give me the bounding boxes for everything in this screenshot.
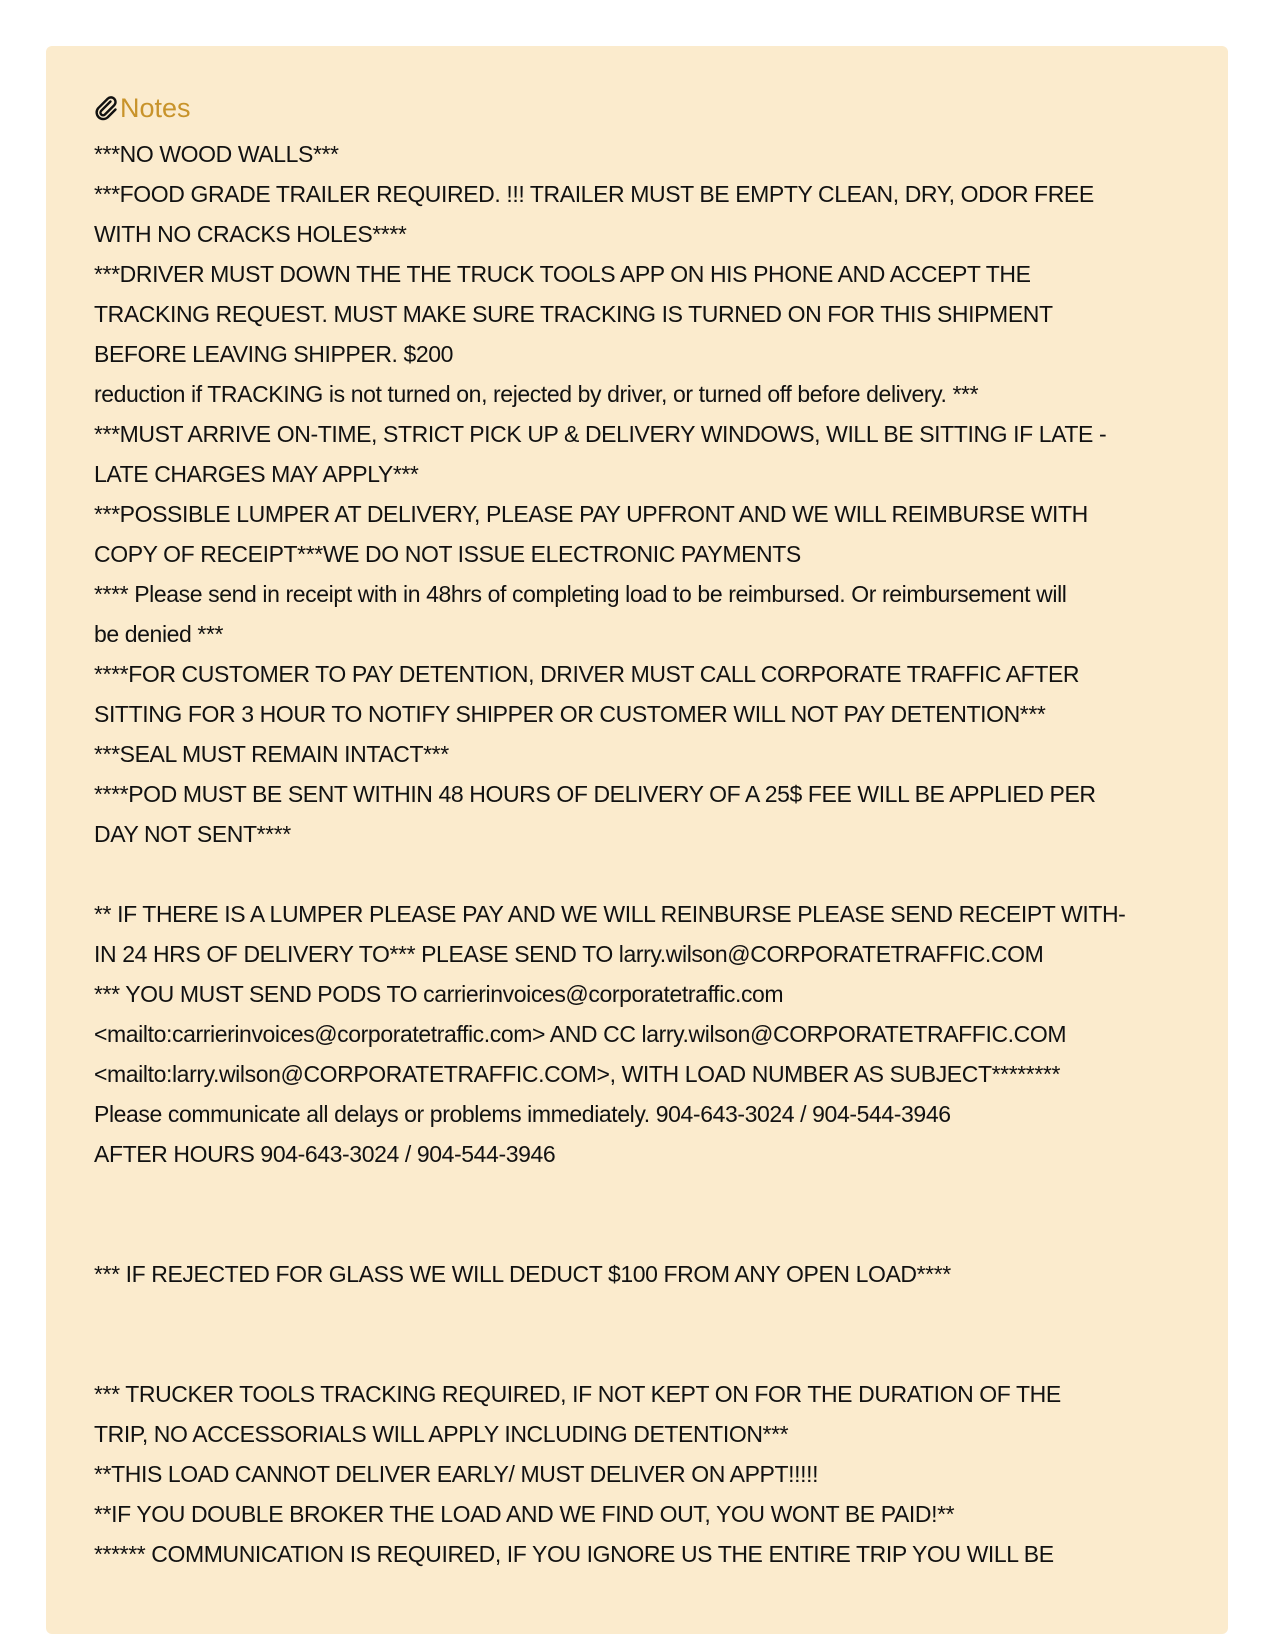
note-line: <mailto:larry.wilson@CORPORATETRAFFIC.COM>, WITH LOAD NUMBER AS SUBJECT******** <box>94 1061 1061 1087</box>
notes-card <box>46 46 1228 1634</box>
note-line <box>94 1294 1180 1334</box>
note-line: AFTER HOURS 904-643-3024 / 904-544-3946 <box>94 1141 556 1167</box>
note-line: *** IF REJECTED FOR GLASS WE WILL DEDUCT $100 FROM ANY OPEN LOAD**** <box>94 1261 951 1287</box>
note-line: IN 24 HRS OF DELIVERY TO*** PLEASE SEND TO larry.wilson@CORPORATETRAFFIC.COM <box>94 941 1044 967</box>
note-line: *** YOU MUST SEND PODS TO carrierinvoices@corporatetraffic.com <box>94 981 784 1007</box>
note-line <box>94 1174 1180 1214</box>
note-line: reduction if TRACKING is not turned on, rejected by driver, or turned off before delivery. *** <box>94 381 979 407</box>
notes-body <box>94 134 1180 1574</box>
note-line: BEFORE LEAVING SHIPPER. $200 <box>94 341 454 367</box>
note-line: DAY NOT SENT**** <box>94 821 291 847</box>
note-line: be denied *** <box>94 621 224 647</box>
notes-title: Notes <box>120 93 191 123</box>
notes-header <box>94 90 1180 126</box>
note-line: **** Please send in receipt with in 48hrs of completing load to be reimbursed. Or reimbursement will <box>94 581 1067 607</box>
note-line: *** TRUCKER TOOLS TRACKING REQUIRED, IF NOT KEPT ON FOR THE DURATION OF THE <box>94 1381 1061 1407</box>
note-line: TRIP, NO ACCESSORIALS WILL APPLY INCLUDING DETENTION*** <box>94 1421 789 1447</box>
note-line: ***MUST ARRIVE ON-TIME, STRICT PICK UP & DELIVERY WINDOWS, WILL BE SITTING IF LATE - <box>94 421 1107 447</box>
note-line: ****POD MUST BE SENT WITHIN 48 HOURS OF DELIVERY OF A 25$ FEE WILL BE APPLIED PER <box>94 781 1096 807</box>
note-line: ***DRIVER MUST DOWN THE THE TRUCK TOOLS APP ON HIS PHONE AND ACCEPT THE <box>94 261 1031 287</box>
paperclip-icon <box>94 95 118 121</box>
note-line: COPY OF RECEIPT***WE DO NOT ISSUE ELECTRONIC PAYMENTS <box>94 541 801 567</box>
note-line: **IF YOU DOUBLE BROKER THE LOAD AND WE FIND OUT, YOU WONT BE PAID!** <box>94 1501 955 1527</box>
note-line: ** IF THERE IS A LUMPER PLEASE PAY AND WE WILL REINBURSE PLEASE SEND RECEIPT WITH- <box>94 901 1126 927</box>
note-line <box>94 1334 1180 1374</box>
note-line <box>94 854 1180 894</box>
note-line: **THIS LOAD CANNOT DELIVER EARLY/ MUST DELIVER ON APPT!!!!! <box>94 1461 819 1487</box>
note-line: TRACKING REQUEST. MUST MAKE SURE TRACKING IS TURNED ON FOR THIS SHIPMENT <box>94 301 1053 327</box>
note-line: Please communicate all delays or problems immediately. 904-643-3024 / 904-544-3946 <box>94 1101 951 1127</box>
note-line: ***NO WOOD WALLS*** <box>94 141 339 167</box>
note-line: ****FOR CUSTOMER TO PAY DETENTION, DRIVER MUST CALL CORPORATE TRAFFIC AFTER <box>94 661 1080 687</box>
note-line: <mailto:carrierinvoices@corporatetraffic.com> AND CC larry.wilson@CORPORATETRAFFIC.COM <box>94 1021 1067 1047</box>
note-line: LATE CHARGES MAY APPLY*** <box>94 461 419 487</box>
note-line: ****** COMMUNICATION IS REQUIRED, IF YOU IGNORE US THE ENTIRE TRIP YOU WILL BE <box>94 1541 1054 1567</box>
note-line: WITH NO CRACKS HOLES**** <box>94 221 407 247</box>
note-line: ***FOOD GRADE TRAILER REQUIRED. !!! TRAILER MUST BE EMPTY CLEAN, DRY, ODOR FREE <box>94 181 1094 207</box>
note-line: ***SEAL MUST REMAIN INTACT*** <box>94 741 449 767</box>
note-line: SITTING FOR 3 HOUR TO NOTIFY SHIPPER OR CUSTOMER WILL NOT PAY DETENTION*** <box>94 701 1046 727</box>
note-line <box>94 1214 1180 1254</box>
note-line: ***POSSIBLE LUMPER AT DELIVERY, PLEASE PAY UPFRONT AND WE WILL REIMBURSE WITH <box>94 501 1088 527</box>
